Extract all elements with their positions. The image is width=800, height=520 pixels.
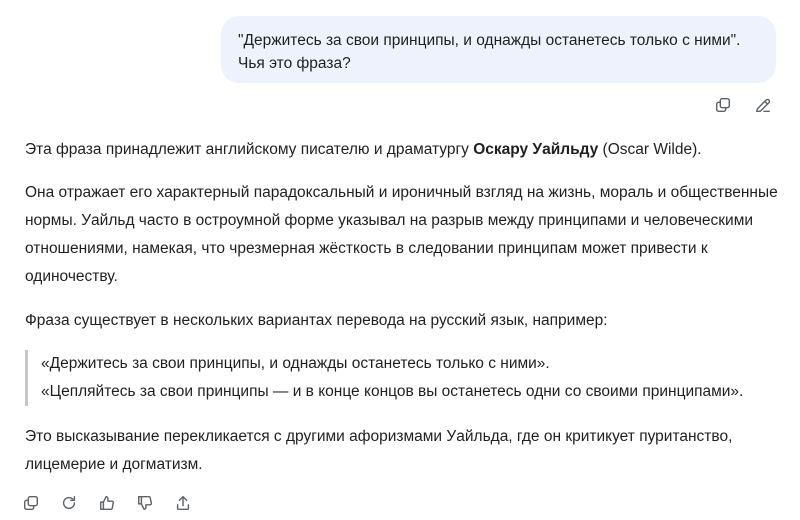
thumbs-down-icon[interactable] — [134, 492, 156, 514]
user-message-line-2: Чья это фраза? — [238, 55, 351, 72]
answer-p1-author: Оскару Уайльду — [473, 141, 599, 158]
copy-icon[interactable] — [712, 94, 734, 116]
answer-actions — [20, 492, 194, 514]
answer-paragraph-4: Это высказывание перекликается с другими афоризмами Уайльда, где он критикует пуританство, лицемерие и догматизм. — [25, 428, 733, 473]
quote-line-2: «Цепляйтесь за свои принципы — и в конце концов вы останетесь одни со своими принципами». — [41, 383, 744, 400]
user-message-actions — [712, 94, 774, 116]
answer-p1-suffix: (Oscar Wilde). — [598, 141, 702, 158]
copy-icon[interactable] — [20, 492, 42, 514]
translation-blockquote — [25, 350, 743, 406]
share-icon[interactable] — [172, 492, 194, 514]
regenerate-icon[interactable] — [58, 492, 80, 514]
answer-paragraph-2: Она отражает его характерный парадоксальный и ироничный взгляд на жизнь, мораль и общественные нормы. Уайльд часто в остроумной форме указывал на разрыв между принципами и человеческими отношениями, намекая, что чрезмерная жёсткость в следовании принципам может привести к одиночеству. — [25, 184, 778, 285]
answer-p1-prefix: Эта фраза принадлежит английскому писателю и драматургу — [25, 141, 474, 158]
answer-paragraph-1 — [25, 136, 702, 164]
thumbs-up-icon[interactable] — [96, 492, 118, 514]
pencil-icon[interactable] — [752, 94, 774, 116]
user-message-line-1: "Держитесь за свои принципы, и однажды останетесь только с ними". — [238, 32, 741, 49]
quote-line-1: «Держитесь за свои принципы, и однажды останетесь только с ними». — [41, 355, 550, 372]
user-message-bubble — [221, 16, 776, 83]
answer-paragraph-3: Фраза существует в нескольких вариантах перевода на русский язык, например: — [25, 312, 608, 329]
